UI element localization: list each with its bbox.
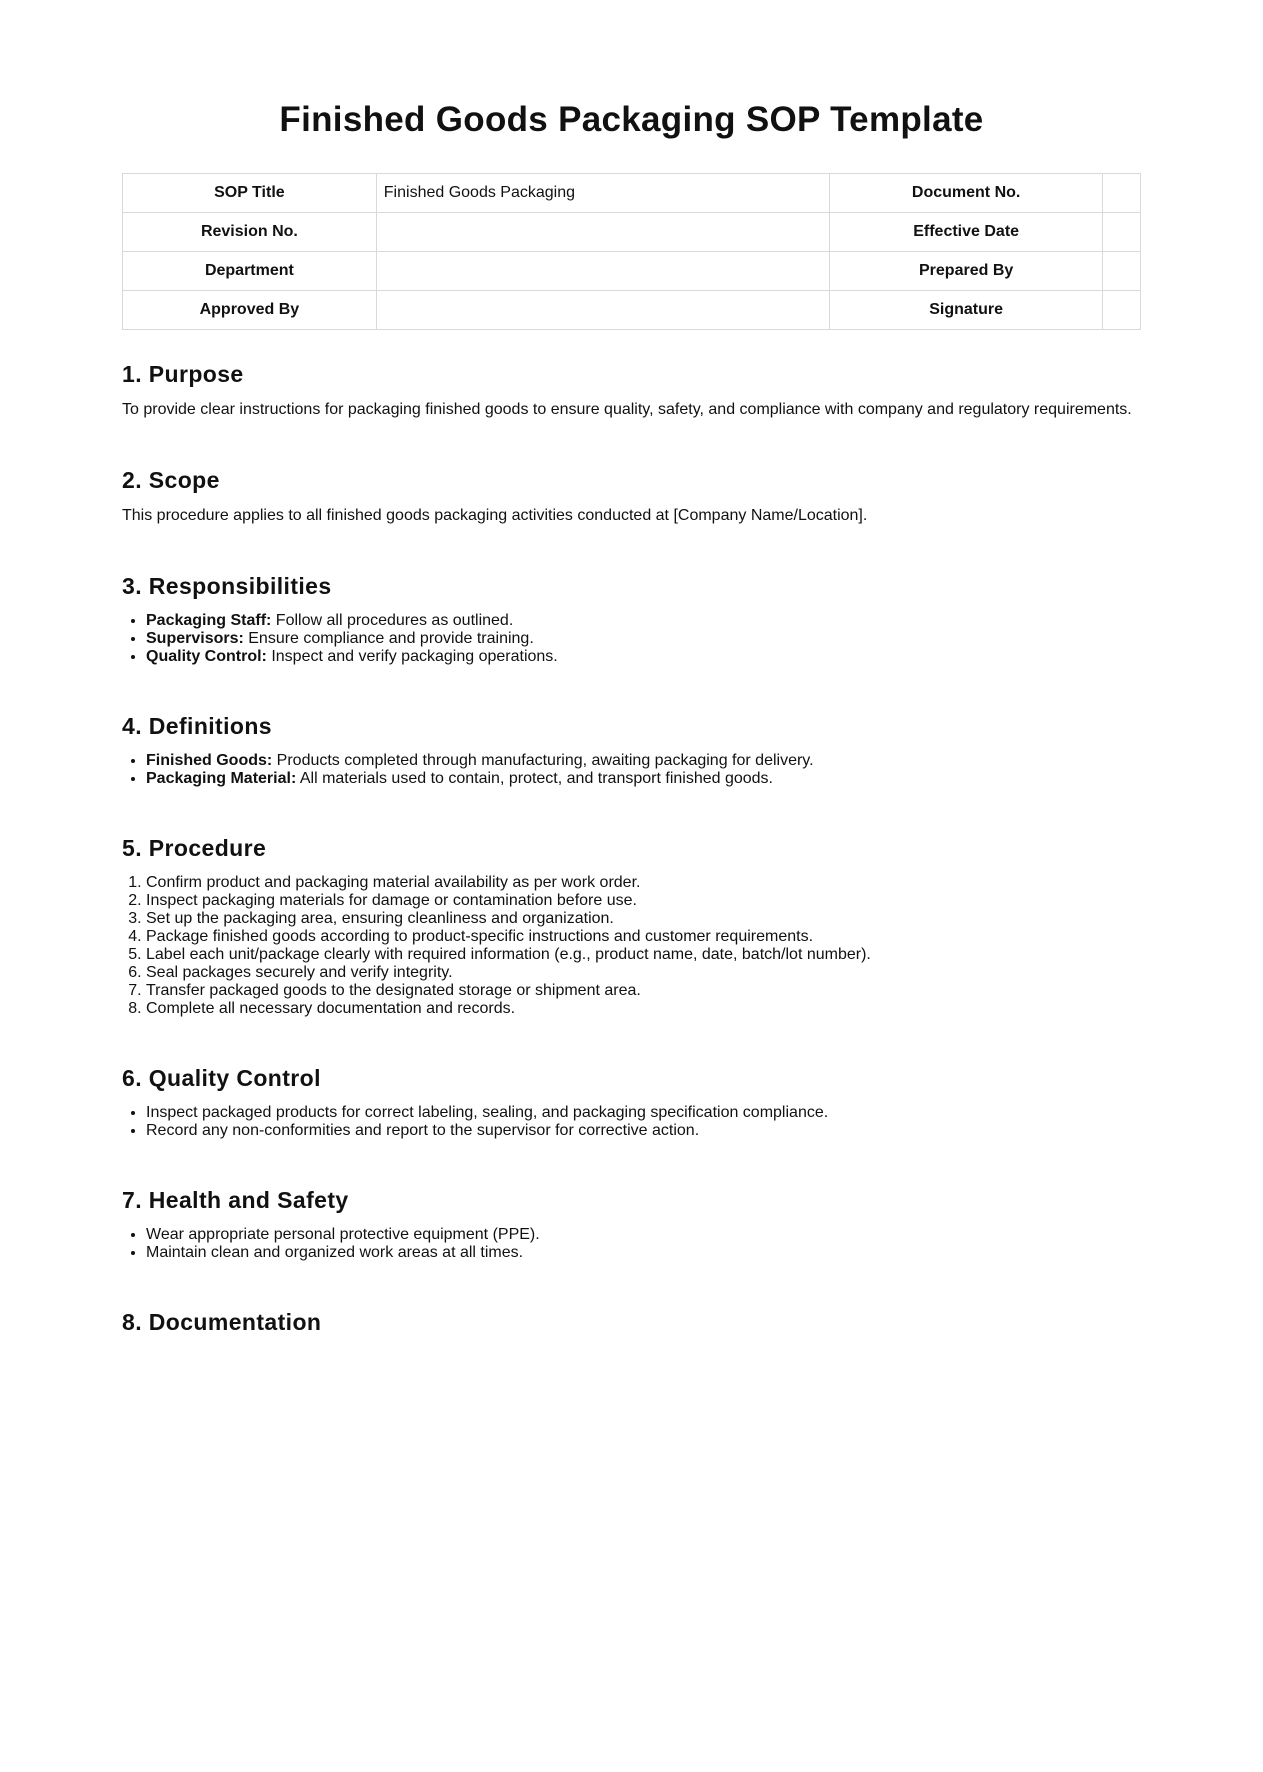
procedure-section (122, 830, 1141, 1018)
documentation-section (122, 1304, 1141, 1340)
prepared-by-value (1103, 252, 1141, 291)
department-label: Department (123, 252, 377, 291)
procedure-steps-list (122, 874, 1141, 1018)
section-heading: 2. Scope (122, 467, 220, 493)
list-item (146, 612, 1141, 630)
table-row (123, 213, 1141, 252)
list-item: 6. Seal packages securely and verify integrity. (146, 964, 1141, 982)
list-item (146, 752, 1141, 770)
list-desc: Products completed through manufacturing, awaiting packaging for delivery. (272, 752, 814, 769)
table-row (123, 174, 1141, 213)
signature-label: Signature (830, 291, 1103, 330)
list-item: 4. Package finished goods according to product-specific instructions and customer requirements. (146, 928, 1141, 946)
list-item: • Inspect packaged products for correct labeling, sealing, and packaging specification compliance. (146, 1104, 1141, 1122)
list-item: 1. Confirm product and packaging material availability as per work order. (146, 874, 1141, 892)
document-no-value (1103, 174, 1141, 213)
list-item: 8. Complete all necessary documentation and records. (146, 1000, 1141, 1018)
section-heading: 8. Documentation (122, 1309, 322, 1335)
list-desc: Follow all procedures as outlined. (271, 612, 514, 629)
table-row (123, 291, 1141, 330)
health-safety-list (122, 1226, 1141, 1262)
responsibilities-section (122, 568, 1141, 666)
list-term: Packaging Material: (146, 770, 297, 787)
list-item: 5. Label each unit/package clearly with required information (e.g., product name, date, batch/lot number). (146, 946, 1141, 964)
list-item: • Maintain clean and organized work areas at all times. (146, 1244, 1141, 1262)
list-term: Supervisors: (146, 630, 244, 647)
definitions-section (122, 708, 1141, 788)
document-body (122, 356, 1141, 1340)
section-text: To provide clear instructions for packaging finished goods to ensure quality, safety, and compliance with company and regulatory requirements. (122, 401, 1132, 418)
page-title: Finished Goods Packaging SOP Template (279, 100, 984, 139)
approved-by-value (376, 291, 829, 330)
table-row (123, 252, 1141, 291)
section-heading: 1. Purpose (122, 361, 244, 387)
document-no-label: Document No. (830, 174, 1103, 213)
section-heading: 6. Quality Control (122, 1065, 321, 1091)
list-term: Packaging Staff: (146, 612, 272, 629)
quality-control-list (122, 1104, 1141, 1140)
effective-date-label: Effective Date (830, 213, 1103, 252)
responsibilities-list (122, 612, 1141, 666)
list-item: • Wear appropriate personal protective equipment (PPE). (146, 1226, 1141, 1244)
effective-date-value (1103, 213, 1141, 252)
section-text: This procedure applies to all finished goods packaging activities conducted at [Company Name/Location]. (122, 507, 868, 524)
list-item (146, 630, 1141, 648)
department-value (376, 252, 829, 291)
section-heading: 5. Procedure (122, 835, 267, 861)
sop-title-value: Finished Goods Packaging (376, 174, 829, 213)
scope-section (122, 462, 1141, 526)
list-item (146, 648, 1141, 666)
sop-title-label: SOP Title (123, 174, 377, 213)
revision-no-value (376, 213, 829, 252)
approved-by-label: Approved By (123, 291, 377, 330)
revision-no-label: Revision No. (123, 213, 377, 252)
definitions-list (122, 752, 1141, 788)
list-item (146, 770, 1141, 788)
section-heading: 7. Health and Safety (122, 1187, 349, 1213)
section-heading: 4. Definitions (122, 713, 273, 739)
health-safety-section (122, 1182, 1141, 1262)
prepared-by-label: Prepared By (830, 252, 1103, 291)
list-term: Finished Goods: (146, 752, 273, 769)
list-item: 3. Set up the packaging area, ensuring cleanliness and organization. (146, 910, 1141, 928)
section-heading: 3. Responsibilities (122, 573, 332, 599)
list-item: 2. Inspect packaging materials for damage or contamination before use. (146, 892, 1141, 910)
purpose-section (122, 356, 1141, 420)
list-term: Quality Control: (146, 648, 267, 665)
quality-control-section (122, 1060, 1141, 1140)
list-item: 7. Transfer packaged goods to the designated storage or shipment area. (146, 982, 1141, 1000)
sop-info-table (122, 173, 1141, 330)
list-item: • Record any non-conformities and report to the supervisor for corrective action. (146, 1122, 1141, 1140)
list-desc: All materials used to contain, protect, and transport finished goods. (296, 770, 773, 787)
list-desc: Inspect and verify packaging operations. (266, 648, 558, 665)
list-desc: Ensure compliance and provide training. (243, 630, 534, 647)
signature-value (1103, 291, 1141, 330)
